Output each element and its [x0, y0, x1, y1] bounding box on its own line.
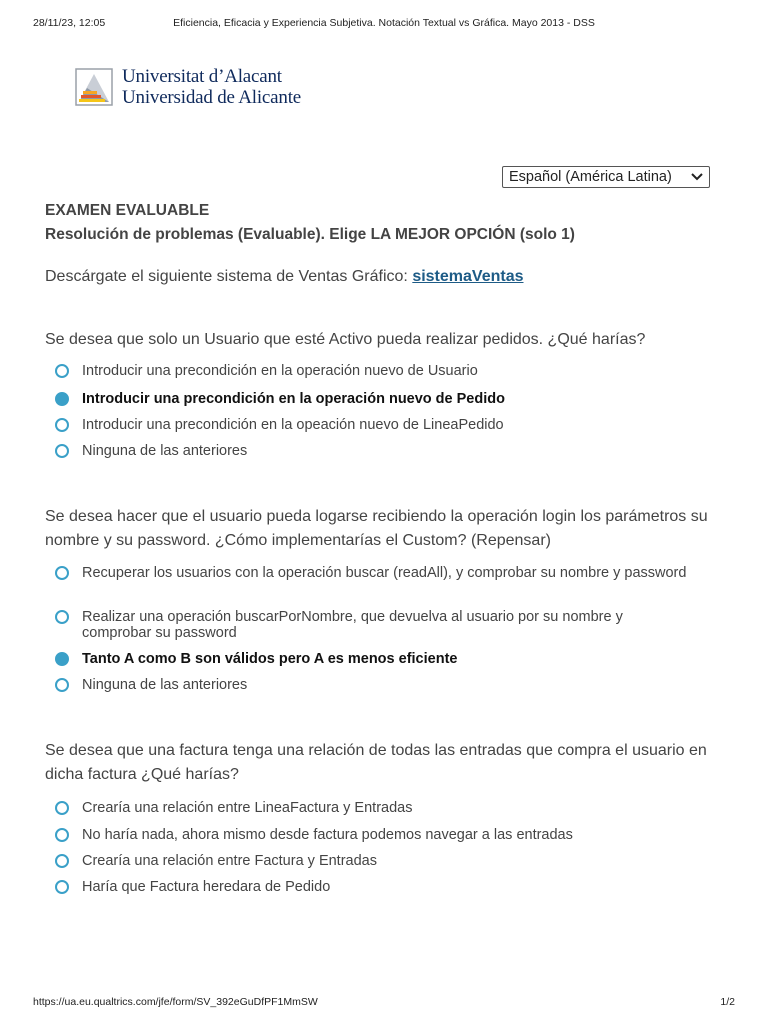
question-3-text: Se desea que una factura tenga una relación de todas las entradas que compra el usuario en dicha factura ¿Qué harías? — [45, 742, 707, 783]
option-label: Ninguna de las anteriores — [82, 443, 248, 459]
print-url: https://ua.eu.qualtrics.com/jfe/form/SV_392eGuDfPF1MmSW — [33, 996, 318, 1008]
exam-subtitle: Resolución de problemas (Evaluable). Elige LA MEJOR OPCIÓN (solo 1) — [45, 226, 575, 243]
exam-title: EXAMEN EVALUABLE — [45, 202, 210, 219]
radio-button[interactable] — [55, 880, 69, 894]
radio-button[interactable] — [55, 678, 69, 692]
language-select-value: Español (América Latina) — [509, 169, 672, 185]
radio-button[interactable] — [55, 801, 69, 815]
option-label: Ninguna de las anteriores — [82, 677, 248, 693]
print-header — [33, 17, 735, 31]
chevron-down-icon — [691, 173, 703, 181]
radio-button[interactable] — [55, 828, 69, 842]
radio-button[interactable] — [55, 854, 69, 868]
option-label: No haría nada, ahora mismo desde factura podemos navegar a las entradas — [82, 827, 573, 843]
download-instruction — [45, 268, 524, 286]
download-text: Descárgate el siguiente sistema de Ventas Gráfico: — [45, 268, 413, 285]
radio-button[interactable] — [55, 444, 69, 458]
option-label: Introducir una precondición en la operación nuevo de Usuario — [82, 363, 478, 379]
language-select[interactable] — [502, 166, 710, 188]
option-label: Crearía una relación entre Factura y Entradas — [82, 853, 377, 869]
radio-button[interactable] — [55, 566, 69, 580]
print-page-number: 1/2 — [720, 996, 735, 1008]
option-label: Haría que Factura heredara de Pedido — [82, 879, 331, 895]
download-link[interactable]: sistemaVentas — [412, 268, 524, 285]
logo-line-valencian: Universitat d’Alacant — [122, 66, 282, 87]
question-2-text: Se desea hacer que el usuario pueda logarse recibiendo la operación login los parámetros su nombre y su password. ¿Cómo implementarías el Custom? (Repensar) — [45, 508, 708, 549]
print-footer — [33, 996, 735, 1010]
question-1-text: Se desea que solo un Usuario que esté Activo pueda realizar pedidos. ¿Qué harías? — [45, 331, 646, 348]
option-label: Introducir una precondición en la operación nuevo de Pedido — [82, 391, 505, 407]
print-page-title: Eficiencia, Eficacia y Experiencia Subjetiva. Notación Textual vs Gráfica. Mayo 2013 - DSS — [173, 17, 595, 29]
radio-button[interactable] — [55, 364, 69, 378]
option-label: Tanto A como B son válidos pero A es menos eficiente — [82, 651, 458, 667]
print-date: 28/11/23, 12:05 — [33, 17, 106, 29]
option-label: Recuperar los usuarios con la operación buscar (readAll), y comprobar su nombre y password — [82, 565, 687, 581]
university-emblem-icon — [75, 68, 113, 106]
radio-button[interactable] — [55, 610, 69, 624]
option-label: Introducir una precondición en la opeación nuevo de LineaPedido — [82, 417, 504, 433]
university-logo — [75, 66, 315, 110]
radio-button-selected[interactable] — [55, 392, 69, 406]
logo-line-spanish: Universidad de Alicante — [122, 87, 302, 108]
option-label: Crearía una relación entre LineaFactura y Entradas — [82, 800, 413, 816]
radio-button[interactable] — [55, 418, 69, 432]
option-label: Realizar una operación buscarPorNombre, que devuelva al usuario por su nombre y comprobar su password — [82, 609, 623, 641]
radio-button-selected[interactable] — [55, 652, 69, 666]
